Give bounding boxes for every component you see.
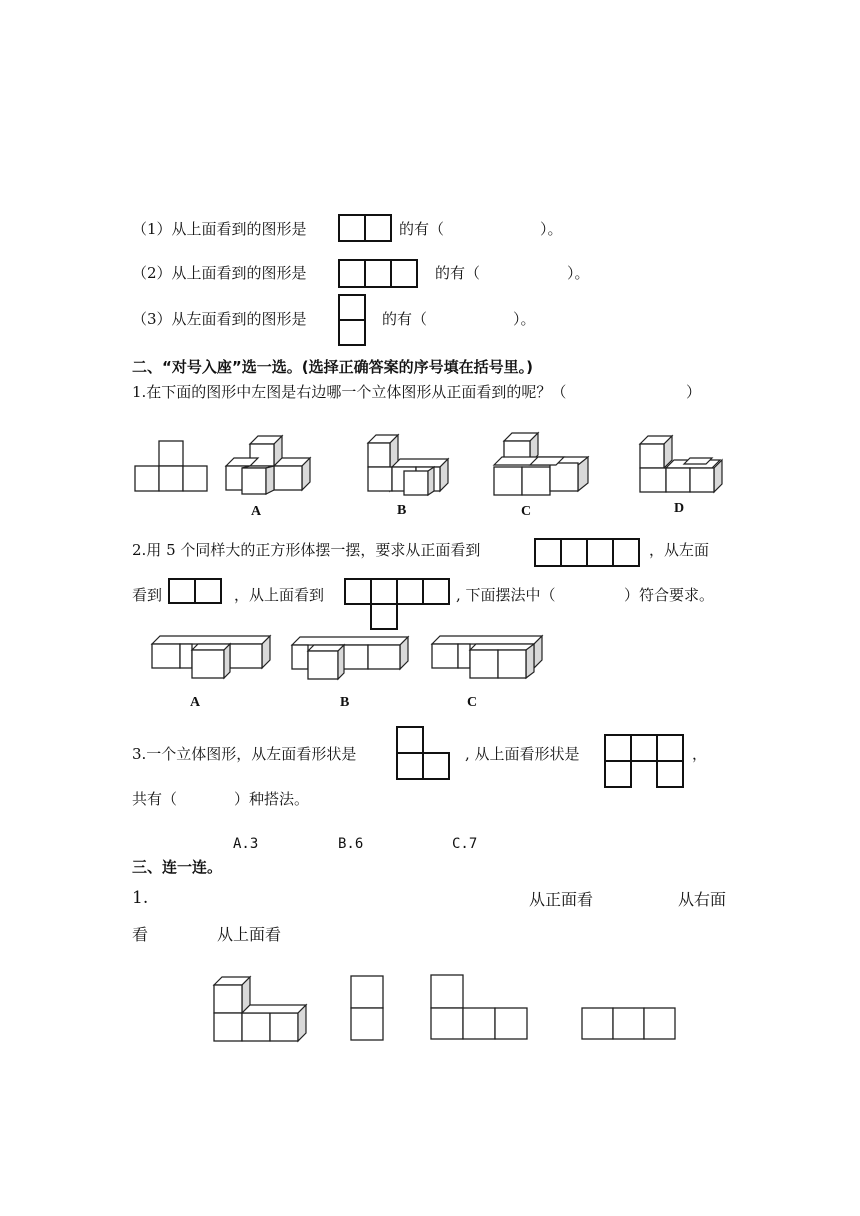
p3-view-row-three (581, 1007, 677, 1040)
p3-label-top: 从上面看 (217, 925, 282, 944)
p2-q1-front-view-figure (134, 440, 210, 492)
p2-q2-option-b-label[interactable]: B (340, 695, 350, 710)
p2-q2-option-a-cubes (150, 636, 274, 684)
section-2-heading: 二、“对号入座”选一选。(选择正确答案的序号填在括号里。) (132, 358, 533, 376)
q3-shape-vertical-squares (338, 294, 366, 346)
section-3-heading: 三、连一连。 (132, 858, 223, 876)
q1-answer-blank[interactable]: ）。 (540, 220, 563, 238)
p2-q3-top-view-shape (604, 734, 686, 788)
p2-q3-line1b: , 从上面看形状是 (465, 745, 580, 763)
q2-answer-blank[interactable]: ）。 (567, 264, 590, 282)
p2-q3-line2: 共有（ (132, 790, 178, 808)
p2-q2-left-view-two-squares (168, 578, 222, 604)
p3-label-front: 从正面看 (529, 890, 594, 909)
p2-q3-choice-b[interactable]: B.6 (338, 836, 364, 852)
p2-q1-text: 1.在下面的图形中左图是右边哪一个立体图形从正面看到的呢？（ (132, 383, 567, 401)
p2-q2-line2b: ，从上面看到 (234, 586, 325, 604)
p2-q3-line2-end[interactable]: ）种搭法。 (234, 790, 310, 808)
p2-q2-option-c-label[interactable]: C (467, 695, 478, 710)
p2-q2-line1: 2.用 5 个同样大的正方形体摆一摆，要求从正面看到 (132, 541, 481, 559)
p2-q3-left-view-l-shape (396, 726, 450, 781)
p2-q3-choice-c[interactable]: C.7 (452, 836, 478, 852)
p2-q1-option-b-label[interactable]: B (397, 503, 407, 518)
q1-shape-two-squares (338, 214, 392, 242)
p2-q2-front-view-four-squares (534, 538, 640, 567)
p2-q1-option-a-label[interactable]: A (251, 504, 262, 519)
q1-prefix: （1）从上面看到的图形是 (132, 220, 307, 238)
q2-prefix: （2）从上面看到的图形是 (132, 264, 307, 282)
p2-q2-line1-end: ，从左面 (649, 541, 710, 559)
p2-q2-option-a-label[interactable]: A (190, 695, 201, 710)
p2-q1-option-c-label[interactable]: C (521, 504, 532, 519)
q2-suffix: 的有（ (435, 264, 481, 282)
p2-q1-option-a-cubes (224, 436, 314, 496)
p2-q2-option-c-cubes (430, 636, 546, 684)
q2-shape-three-squares (338, 259, 418, 288)
p3-number: 1. (132, 888, 149, 908)
q3-suffix: 的有（ (382, 310, 428, 328)
p2-q3-line1c: ， (692, 745, 708, 763)
p2-q2-option-b-cubes (290, 637, 412, 683)
p2-q2-line2c: , 下面摆法中（ (456, 586, 556, 604)
p2-q1-option-b-cubes (366, 435, 456, 497)
p3-view-l-shape (430, 974, 528, 1040)
p2-q3-choice-a[interactable]: A.3 (233, 836, 259, 852)
p3-label-right: 从右面 (678, 890, 727, 909)
p3-cube-figure (212, 975, 308, 1043)
p2-q1-option-c-cubes (492, 433, 596, 499)
p2-q3-line1a: 3.一个立体图形，从左面看形状是 (132, 745, 357, 763)
q3-prefix: （3）从左面看到的图形是 (132, 310, 307, 328)
p3-view-vertical-two (350, 975, 384, 1041)
p2-q2-top-view-t-shape (344, 578, 450, 630)
p2-q1-close[interactable]: ） (686, 383, 702, 401)
p2-q1-option-d-cubes (638, 436, 728, 498)
q1-suffix: 的有（ (399, 220, 445, 238)
p2-q2-line2a: 看到 (132, 586, 163, 604)
p2-q1-option-d-label[interactable]: D (674, 501, 685, 516)
p3-label-right-cont: 看 (132, 925, 149, 944)
q3-answer-blank[interactable]: ）。 (513, 310, 536, 328)
p2-q2-line2d[interactable]: ）符合要求。 (624, 586, 715, 604)
